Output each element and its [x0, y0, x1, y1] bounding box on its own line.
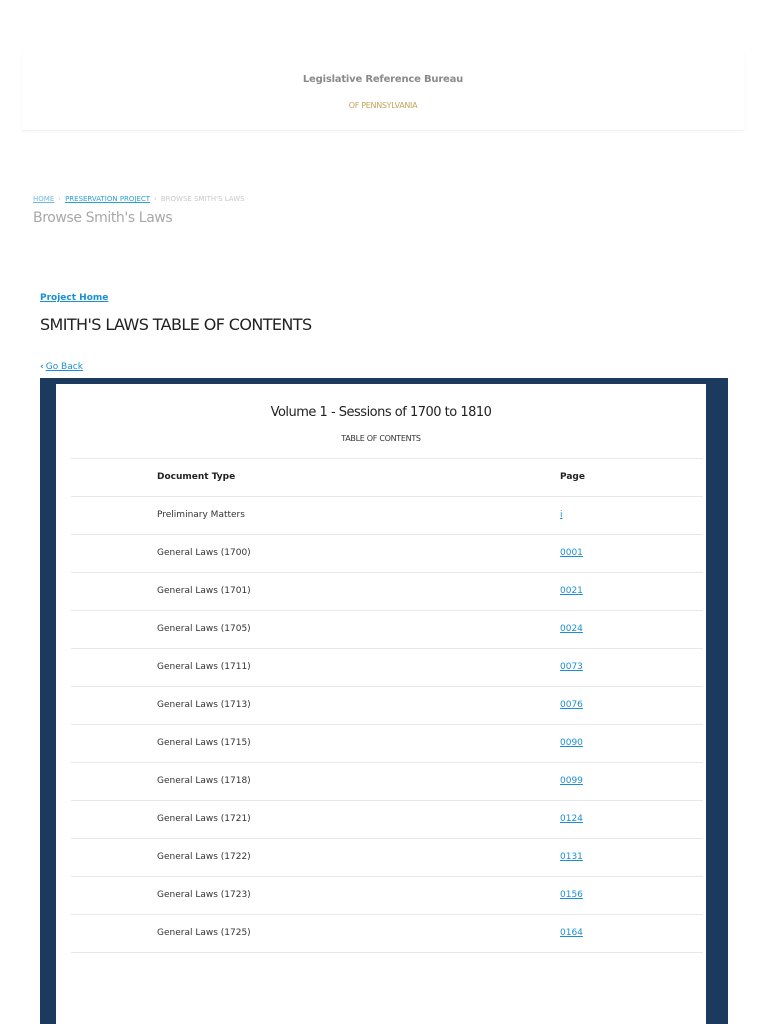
- page-link[interactable]: 0024: [560, 624, 583, 634]
- table-row: [71, 838, 703, 876]
- page-link[interactable]: 0164: [560, 928, 583, 938]
- table-row: [71, 724, 703, 762]
- document-type-cell: General Laws (1711): [157, 662, 251, 672]
- page-link[interactable]: 0090: [560, 738, 583, 748]
- column-header-page: Page: [560, 472, 585, 482]
- page-link[interactable]: 0131: [560, 852, 583, 862]
- page-link[interactable]: 0124: [560, 814, 583, 824]
- document-type-cell: General Laws (1713): [157, 700, 251, 710]
- document-type-cell: General Laws (1722): [157, 852, 251, 862]
- table-row: [71, 572, 703, 610]
- site-title[interactable]: Legislative Reference Bureau: [302, 74, 464, 85]
- table-row: [71, 762, 703, 800]
- toc-heading: SMITH'S LAWS TABLE OF CONTENTS: [40, 315, 312, 334]
- table-row: [71, 914, 703, 953]
- page-link[interactable]: 0099: [560, 776, 583, 786]
- page-link[interactable]: 0021: [560, 586, 583, 596]
- breadcrumb-home-link[interactable]: HOME: [33, 195, 55, 203]
- page-link[interactable]: 0073: [560, 662, 583, 672]
- breadcrumb-separator: ›: [58, 195, 62, 203]
- toc-panel: [56, 384, 706, 1024]
- table-header-row: [71, 458, 703, 496]
- document-type-cell: Preliminary Matters: [157, 510, 245, 520]
- chevron-left-icon: ‹: [40, 362, 44, 372]
- document-type-cell: General Laws (1715): [157, 738, 251, 748]
- document-type-cell: General Laws (1725): [157, 928, 251, 938]
- document-type-cell: General Laws (1705): [157, 624, 251, 634]
- breadcrumb-project-link[interactable]: PRESERVATION PROJECT: [65, 195, 151, 203]
- breadcrumb: [33, 195, 245, 203]
- breadcrumb-separator: ›: [154, 195, 157, 203]
- volume-subtitle: TABLE OF CONTENTS: [341, 434, 421, 443]
- page-link[interactable]: 0156: [560, 890, 583, 900]
- go-back-link[interactable]: [40, 362, 83, 372]
- table-row: [71, 686, 703, 724]
- toc-frame: [40, 378, 728, 1024]
- table-row: [71, 534, 703, 572]
- site-subtitle: OF PENNSYLVANIA: [348, 101, 418, 110]
- document-type-cell: General Laws (1700): [157, 548, 251, 558]
- page-link[interactable]: 0076: [560, 700, 583, 710]
- site-header: [22, 52, 744, 131]
- table-row: [71, 876, 703, 914]
- table-row: [71, 496, 703, 534]
- go-back-label[interactable]: Go Back: [45, 362, 83, 372]
- table-row: [71, 610, 703, 648]
- page-link[interactable]: 0001: [560, 548, 583, 558]
- toc-table: [71, 458, 703, 953]
- document-type-cell: General Laws (1721): [157, 814, 251, 824]
- table-row: [71, 800, 703, 838]
- document-type-cell: General Laws (1723): [157, 890, 251, 900]
- document-type-cell: General Laws (1701): [157, 586, 251, 596]
- table-row: [71, 648, 703, 686]
- document-type-cell: General Laws (1718): [157, 776, 251, 786]
- column-header-document-type: Document Type: [157, 472, 236, 482]
- page-link[interactable]: i: [560, 510, 563, 520]
- page-title: Browse Smith's Laws: [33, 210, 173, 226]
- volume-title: Volume 1 - Sessions of 1700 to 1810: [270, 405, 492, 420]
- project-home-link[interactable]: Project Home: [40, 293, 109, 303]
- breadcrumb-current: BROWSE SMITH'S LAWS: [160, 195, 245, 203]
